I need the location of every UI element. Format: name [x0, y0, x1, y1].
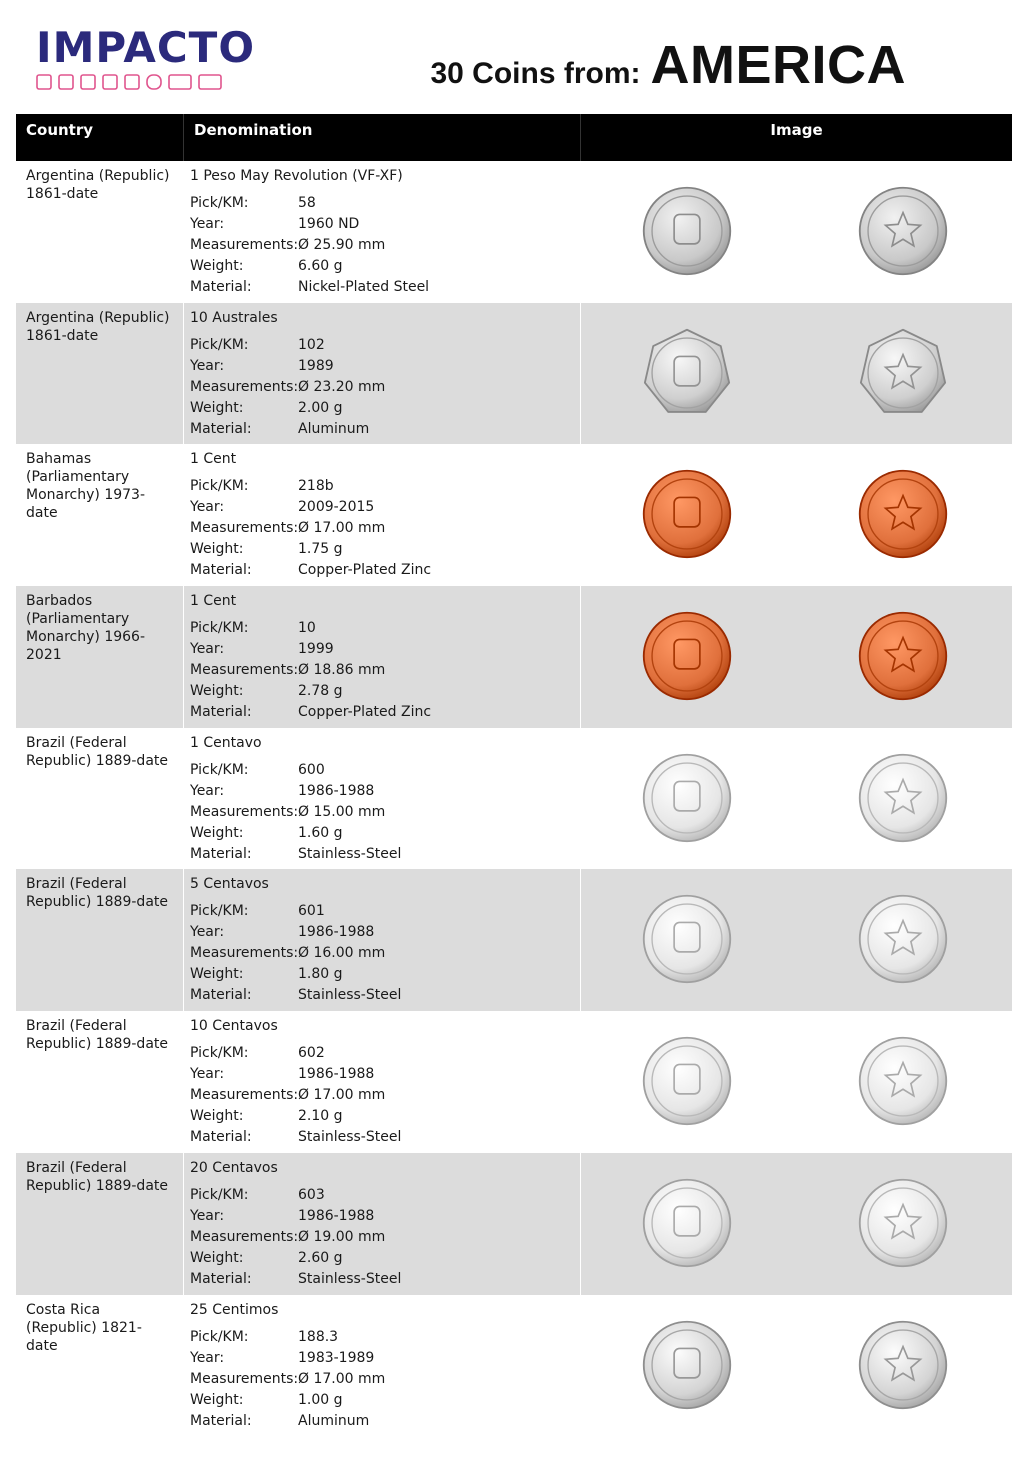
denomination-name: 25 Centimos [190, 1301, 279, 1318]
coin-obverse-image [641, 752, 733, 844]
denomination-name: 10 Centavos [190, 1018, 278, 1035]
spec-value: 1.00 g [298, 1391, 343, 1408]
page-header [0, 0, 1024, 112]
spec-label: Measurements: [190, 378, 299, 395]
spec-value: Stainless-Steel [298, 1129, 402, 1146]
coin-reverse-image [857, 1035, 949, 1127]
spec-weight [190, 539, 574, 560]
denomination-cell [184, 586, 581, 728]
banknote-icon [58, 73, 74, 91]
spec-material [190, 1411, 574, 1432]
spec-label: Pick/KM: [190, 620, 249, 637]
spec-label: Weight: [190, 824, 244, 841]
badge-icon [102, 73, 118, 91]
image-cell [581, 1295, 1012, 1437]
denomination-name: 1 Cent [190, 451, 237, 468]
coin-obverse-image [641, 468, 733, 560]
spec-year [190, 1064, 574, 1085]
spec-year [190, 356, 574, 377]
brand-logo [36, 23, 256, 92]
image-cell [581, 586, 1012, 728]
spec-label: Material: [190, 987, 252, 1004]
spec-material [190, 560, 574, 581]
spec-material [190, 419, 574, 440]
country-cell: Brazil (Federal Republic) 1889-date [16, 728, 184, 870]
spec-value: Ø 17.00 mm [298, 1087, 386, 1104]
spec-value: Ø 23.20 mm [298, 378, 386, 395]
spec-value: 1999 [298, 641, 334, 658]
spec-value: 600 [298, 761, 325, 778]
spec-label: Year: [190, 782, 225, 799]
image-cell [581, 1153, 1012, 1295]
spec-pick [190, 901, 574, 922]
bear-icon [146, 73, 162, 91]
spec-value: 188.3 [298, 1328, 339, 1345]
spec-value: Ø 25.90 mm [298, 237, 386, 253]
spec-weight [190, 823, 574, 844]
spec-value: 2.10 g [298, 1108, 343, 1125]
table-body [16, 161, 1012, 1436]
spec-pick [190, 335, 574, 356]
spec-value: 2.60 g [298, 1249, 343, 1266]
spec-value: Aluminum [298, 1412, 370, 1429]
spec-measurements [190, 802, 574, 823]
page-title [430, 34, 906, 96]
spec-value: 1986-1988 [298, 924, 375, 941]
spec-label: Measurements: [190, 945, 299, 962]
spec-value: 2.78 g [298, 683, 343, 700]
spec-pick [190, 760, 574, 781]
spec-weight [190, 1390, 574, 1411]
country-cell: Brazil (Federal Republic) 1889-date [16, 1153, 184, 1295]
coin-reverse-image [857, 1177, 949, 1269]
car-icon [168, 73, 192, 91]
image-cell [581, 303, 1012, 445]
spec-value: Ø 15.00 mm [298, 803, 386, 820]
spec-material [190, 985, 574, 1006]
spec-value: 1986-1988 [298, 782, 375, 799]
coin-obverse-image [641, 1319, 733, 1411]
coins-icon [124, 73, 140, 91]
coin-obverse-image [641, 185, 733, 277]
country-cell: Argentina (Republic) 1861-date [16, 303, 184, 445]
spec-weight [190, 681, 574, 702]
spec-label: Material: [190, 845, 252, 862]
spec-value: 6.60 g [298, 258, 343, 274]
spec-year [190, 1348, 574, 1369]
spec-label: Year: [190, 1349, 225, 1366]
denomination-name: 10 Australes [190, 309, 278, 326]
spec-label: Pick/KM: [190, 761, 249, 778]
table-row [16, 1011, 1012, 1153]
spec-year [190, 639, 574, 660]
spec-label: Year: [190, 924, 225, 941]
country-cell: Brazil (Federal Republic) 1889-date [16, 1011, 184, 1153]
spec-label: Year: [190, 499, 225, 516]
spec-label: Pick/KM: [190, 1328, 249, 1345]
denomination-cell [184, 1295, 581, 1437]
spec-value: 601 [298, 903, 325, 920]
spec-material [190, 1127, 574, 1148]
country-cell: Argentina (Republic) 1861-date [16, 161, 184, 303]
spec-label: Weight: [190, 1249, 244, 1266]
spec-value: 603 [298, 1186, 325, 1203]
denomination-cell [184, 1011, 581, 1153]
spec-label: Measurements: [190, 520, 299, 537]
spec-year [190, 1206, 574, 1227]
coin-table [16, 114, 1012, 1436]
spec-label: Weight: [190, 541, 244, 558]
spec-value: 102 [298, 336, 325, 353]
spec-label: Material: [190, 1129, 252, 1146]
spec-value: 2009-2015 [298, 499, 375, 516]
spec-pick [190, 1327, 574, 1348]
country-cell: Bahamas (Parliamentary Monarchy) 1973-date [16, 444, 184, 586]
spec-label: Pick/KM: [190, 478, 249, 495]
country-cell: Costa Rica (Republic) 1821-date [16, 1295, 184, 1437]
spec-label: Measurements: [190, 662, 299, 679]
spec-measurements [190, 1227, 574, 1248]
spec-material [190, 844, 574, 865]
table-row [16, 1295, 1012, 1437]
spec-label: Material: [190, 1270, 252, 1287]
coin-obverse-image [641, 327, 733, 419]
spec-label: Weight: [190, 1391, 244, 1408]
spec-weight [190, 398, 574, 419]
image-cell [581, 1011, 1012, 1153]
spec-weight [190, 1106, 574, 1127]
pen-icon [80, 73, 96, 91]
table-row [16, 444, 1012, 586]
spec-value: 1.80 g [298, 966, 343, 983]
spec-label: Measurements: [190, 1228, 299, 1245]
spec-label: Pick/KM: [190, 1186, 249, 1203]
spec-label: Pick/KM: [190, 903, 249, 920]
image-cell [581, 728, 1012, 870]
spec-value: Copper-Plated Zinc [298, 704, 432, 721]
spec-value: Stainless-Steel [298, 1270, 402, 1287]
coin-reverse-image [857, 185, 949, 277]
logo-icon-strip [36, 72, 255, 92]
spec-label: Material: [190, 704, 252, 721]
spec-label: Material: [190, 562, 252, 579]
denomination-name: 20 Centavos [190, 1159, 278, 1176]
spec-value: 602 [298, 1045, 325, 1062]
spec-year [190, 781, 574, 802]
spec-value: Copper-Plated Zinc [298, 562, 432, 579]
spec-label: Weight: [190, 258, 244, 274]
spec-label: Pick/KM: [190, 1045, 249, 1062]
spec-material [190, 702, 574, 723]
denomination-cell [184, 869, 581, 1011]
denomination-name: 5 Centavos [190, 876, 269, 893]
spec-value: Ø 18.86 mm [298, 662, 386, 679]
spec-value: Aluminum [298, 420, 370, 437]
spec-label: Weight: [190, 1108, 244, 1125]
spec-measurements [190, 235, 574, 256]
spec-value: Stainless-Steel [298, 845, 402, 862]
table-row [16, 161, 1012, 303]
coin-reverse-image [857, 610, 949, 702]
coin-obverse-image [641, 1177, 733, 1269]
spec-value: 1.75 g [298, 541, 343, 558]
spec-measurements [190, 943, 574, 964]
header-country: Country [16, 114, 184, 161]
coin-reverse-image [857, 1319, 949, 1411]
table-row [16, 586, 1012, 728]
spec-year [190, 922, 574, 943]
coin-obverse-image [641, 893, 733, 985]
spec-value: 1986-1988 [298, 1207, 375, 1224]
header-image: Image [770, 121, 823, 139]
spec-value: 58 [298, 195, 316, 211]
spec-measurements [190, 1369, 574, 1390]
spec-value: Ø 17.00 mm [298, 1370, 386, 1387]
spec-label: Year: [190, 1066, 225, 1083]
table-header [16, 114, 1012, 161]
spec-label: Pick/KM: [190, 336, 249, 353]
coin-reverse-image [857, 327, 949, 419]
spec-pick [190, 193, 574, 214]
spec-material [190, 277, 574, 298]
spec-pick [190, 1185, 574, 1206]
spec-value: 1989 [298, 357, 334, 374]
logo-text: IMPACTO [36, 23, 256, 72]
denomination-cell [184, 1153, 581, 1295]
spec-label: Weight: [190, 399, 244, 416]
spec-label: Pick/KM: [190, 195, 249, 211]
spec-year [190, 497, 574, 518]
denomination-cell [184, 303, 581, 445]
spec-measurements [190, 518, 574, 539]
country-cell: Barbados (Parliamentary Monarchy) 1966-2021 [16, 586, 184, 728]
spec-year [190, 214, 574, 235]
denomination-name: 1 Centavo [190, 734, 262, 751]
spec-value: 10 [298, 620, 316, 637]
spec-weight [190, 964, 574, 985]
image-cell [581, 444, 1012, 586]
spec-label: Year: [190, 357, 225, 374]
spec-pick [190, 476, 574, 497]
header-denomination: Denomination [184, 114, 581, 161]
spec-value: 1960 ND [298, 216, 360, 232]
spec-value: 1.60 g [298, 824, 343, 841]
spec-value: Ø 16.00 mm [298, 945, 386, 962]
spec-value: Nickel-Plated Steel [298, 279, 430, 295]
table-row [16, 1153, 1012, 1295]
image-cell [581, 869, 1012, 1011]
spec-value: 1986-1988 [298, 1066, 375, 1083]
radio-icon [198, 73, 222, 91]
spec-label: Weight: [190, 966, 244, 983]
spec-value: Ø 17.00 mm [298, 520, 386, 537]
spec-label: Measurements: [190, 1087, 299, 1104]
coin-obverse-image [641, 610, 733, 702]
table-row [16, 303, 1012, 445]
spec-measurements [190, 660, 574, 681]
title-main: AMERICA [650, 35, 906, 95]
denomination-cell [184, 161, 581, 303]
table-row [16, 728, 1012, 870]
spec-weight [190, 1248, 574, 1269]
spec-measurements [190, 377, 574, 398]
spec-value: 1983-1989 [298, 1349, 375, 1366]
spec-label: Weight: [190, 683, 244, 700]
spec-value: Stainless-Steel [298, 987, 402, 1004]
denomination-cell [184, 444, 581, 586]
spec-material [190, 1269, 574, 1290]
spec-pick [190, 618, 574, 639]
denomination-name: 1 Cent [190, 593, 237, 610]
spec-measurements [190, 1085, 574, 1106]
spec-weight [190, 256, 574, 277]
spec-value: 2.00 g [298, 399, 343, 416]
spec-label: Measurements: [190, 237, 299, 253]
spec-label: Measurements: [190, 803, 299, 820]
spec-label: Year: [190, 641, 225, 658]
spec-label: Measurements: [190, 1370, 299, 1387]
spec-value: Ø 19.00 mm [298, 1228, 386, 1245]
spec-value: 218b [298, 478, 334, 495]
spec-label: Material: [190, 1412, 252, 1429]
spec-pick [190, 1043, 574, 1064]
stamp-icon [36, 73, 52, 91]
title-prefix: 30 Coins from: [430, 57, 641, 90]
coin-reverse-image [857, 893, 949, 985]
spec-label: Material: [190, 279, 252, 295]
coin-obverse-image [641, 1035, 733, 1127]
spec-label: Material: [190, 420, 252, 437]
country-cell: Brazil (Federal Republic) 1889-date [16, 869, 184, 1011]
denomination-name: 1 Peso May Revolution (VF-XF) [190, 168, 403, 184]
image-cell [581, 161, 1012, 303]
denomination-cell [184, 728, 581, 870]
spec-label: Year: [190, 1207, 225, 1224]
coin-reverse-image [857, 752, 949, 844]
coin-reverse-image [857, 468, 949, 560]
table-row [16, 869, 1012, 1011]
spec-label: Year: [190, 216, 225, 232]
